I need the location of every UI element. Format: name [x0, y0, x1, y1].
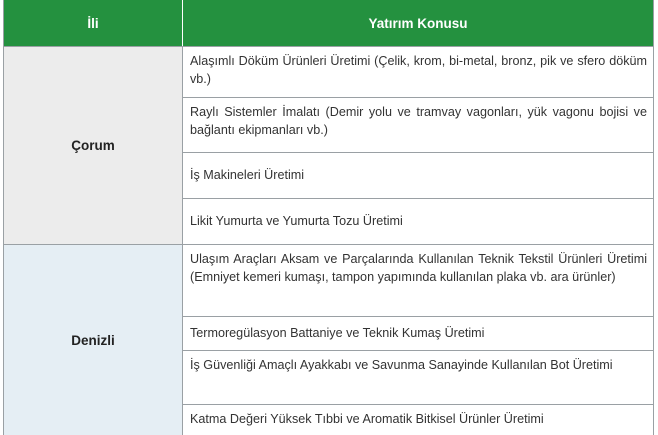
topic-cell: İş Makineleri Üretimi: [183, 153, 653, 199]
province-group-denizli: [4, 244, 653, 435]
province-group-corum: [4, 46, 653, 244]
header-topic: Yatırım Konusu: [368, 15, 468, 31]
investment-table: [3, 0, 654, 435]
topic-cell: Likit Yumurta ve Yumurta Tozu Üretimi: [190, 213, 403, 228]
topic-cell: Termoregülasyon Battaniye ve Teknik Kumaş Üretimi: [183, 317, 653, 351]
topic-cell: Ulaşım Araçları Aksam ve Parçalarında Kullanılan Teknik Tekstil Ürünleri Üretimi (Emniyet kemeri kumaşı, tampon yapımında kullanılan plaka vb. ara ürünler): [183, 245, 653, 317]
topic-cell: Raylı Sistemler İmalatı (Demir yolu ve tramvay vagonları, yük vagonu bojisi ve bağlantı ekipmanları vb.): [183, 98, 653, 153]
topic-cell: İş Güvenliği Amaçlı Ayakkabı ve Savunma Sanayinde Kullanılan Bot Üretimi: [183, 351, 653, 405]
topic-list: [183, 47, 653, 244]
topic-cell: Alaşımlı Döküm Ürünleri Üretimi (Çelik, krom, bi-metal, bronz, pik ve sfero döküm vb.): [183, 47, 653, 98]
header-province: İli: [4, 0, 183, 46]
topic-cell: Katma Değeri Yüksek Tıbbi ve Aromatik Bitkisel Ürünler Üretimi: [190, 412, 544, 427]
province-cell: Denizli: [4, 245, 183, 435]
province-cell: Çorum: [4, 47, 183, 244]
topic-list: [183, 245, 653, 435]
table-header: [4, 0, 653, 46]
